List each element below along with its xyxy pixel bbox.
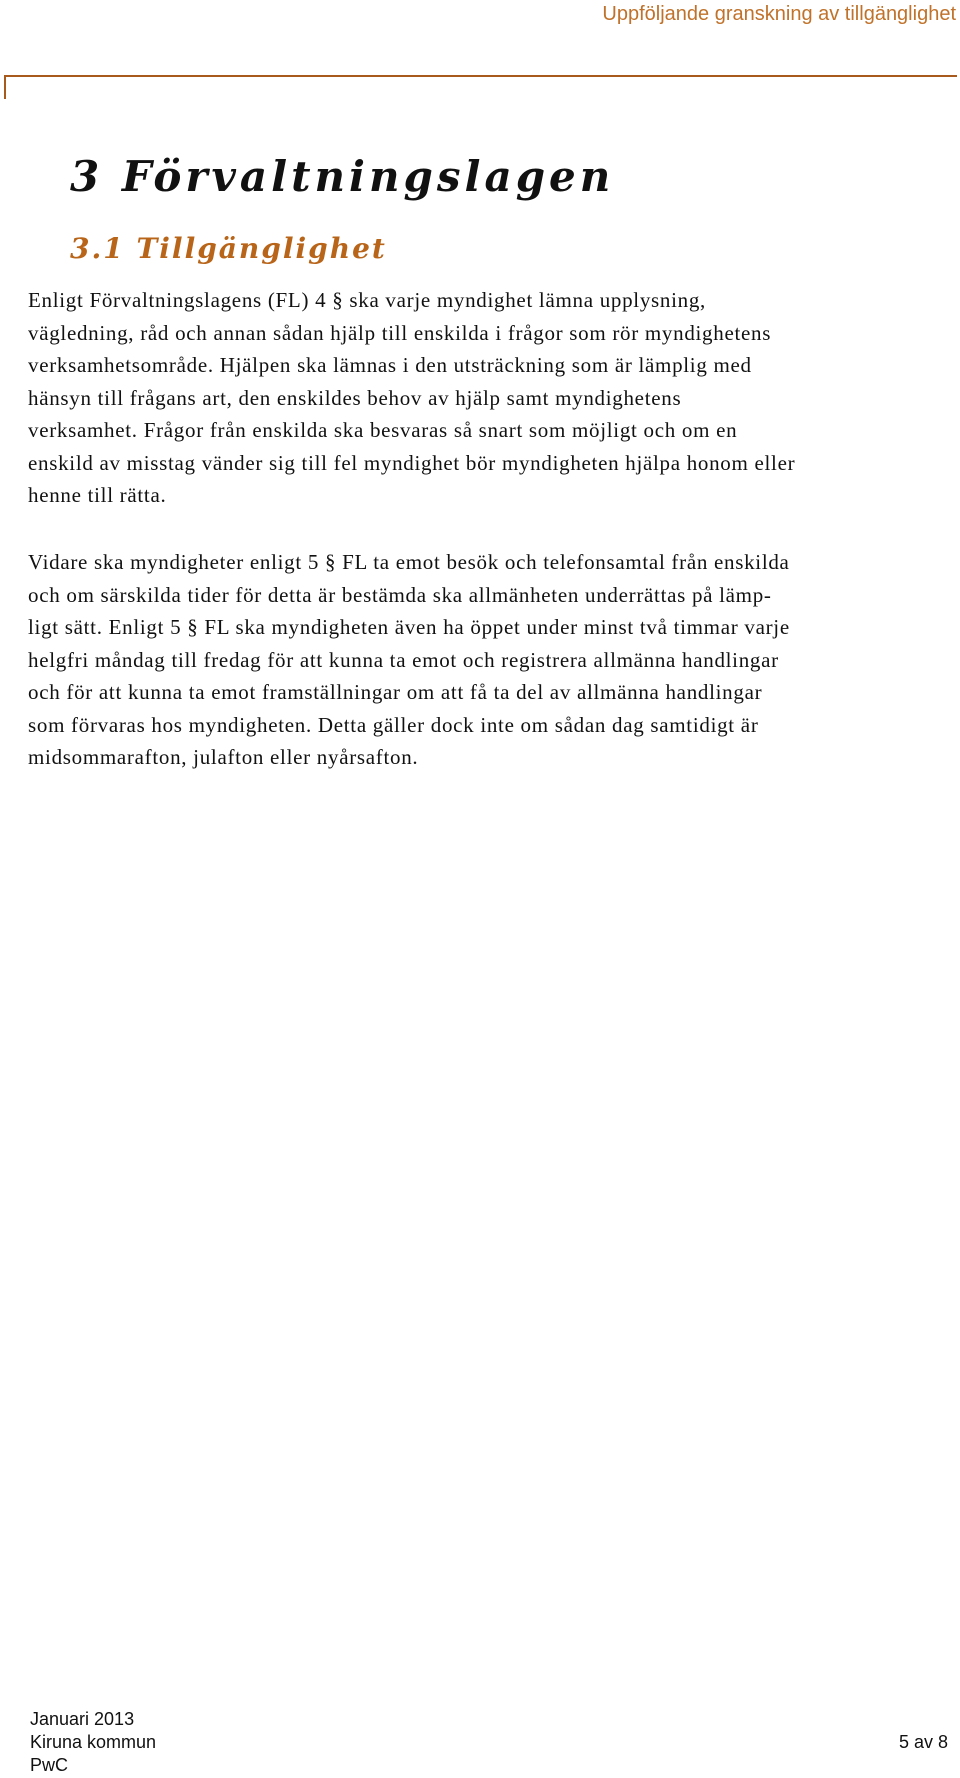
paragraph-line: som förvaras hos myndigheten. Detta gäller dock inte om sådan dag samtidigt är xyxy=(28,712,759,737)
footer-client: Kiruna kommun xyxy=(30,1732,157,1752)
paragraph-line: verksamhet. Frågor från enskilda ska besvaras så snart som möjligt och om en xyxy=(28,418,738,442)
paragraph-1 xyxy=(28,284,958,512)
footer-date: Januari 2013 xyxy=(30,1709,135,1729)
paragraph-2 xyxy=(28,546,958,774)
page-footer xyxy=(30,1708,156,1777)
section-title: 3.1 Tillgänglighet xyxy=(70,232,387,265)
paragraph-line: verksamhetsområde. Hjälpen ska lämnas i den utsträckning som är lämplig med xyxy=(28,353,752,377)
page-number: 5 av 8 xyxy=(898,1732,948,1752)
header-rule xyxy=(4,75,957,77)
chapter-title: 3 Förvaltningslagen xyxy=(70,152,615,201)
paragraph-line: enskild av misstag vänder sig till fel myndighet bör myndigheten hjälpa honom eller xyxy=(28,450,796,475)
paragraph-line: och om särskilda tider för detta är bestämda ska allmänheten underrättas på lämp- xyxy=(28,582,772,607)
header-rule-tick xyxy=(4,75,6,99)
paragraph-line: hänsyn till frågans art, den enskildes behov av hjälp samt myndighetens xyxy=(28,385,682,410)
paragraph-line: helgfri måndag till fredag för att kunna ta emot och registrera allmänna handlingar xyxy=(28,647,779,672)
paragraph-line: Enligt Förvaltningslagens (FL) 4 § ska varje myndighet lämna upplysning, xyxy=(28,288,706,312)
running-header-title: Uppföljande granskning av tillgänglighet xyxy=(602,3,956,25)
paragraph-line: Vidare ska myndigheter enligt 5 § FL ta emot besök och telefonsamtal från enskilda xyxy=(28,550,790,574)
paragraph-line: henne till rätta. xyxy=(28,483,167,507)
paragraph-line: vägledning, råd och annan sådan hjälp till enskilda i frågor som rör myndighetens xyxy=(28,320,772,345)
paragraph-line: och för att kunna ta emot framställningar om att få ta del av allmänna handlingar xyxy=(28,680,763,704)
footer-firm: PwC xyxy=(30,1755,69,1775)
paragraph-line: midsommarafton, julafton eller nyårsafton. xyxy=(28,745,419,769)
paragraph-line: ligt sätt. Enligt 5 § FL ska myndigheten även ha öppet under minst två timmar varje xyxy=(28,615,790,639)
